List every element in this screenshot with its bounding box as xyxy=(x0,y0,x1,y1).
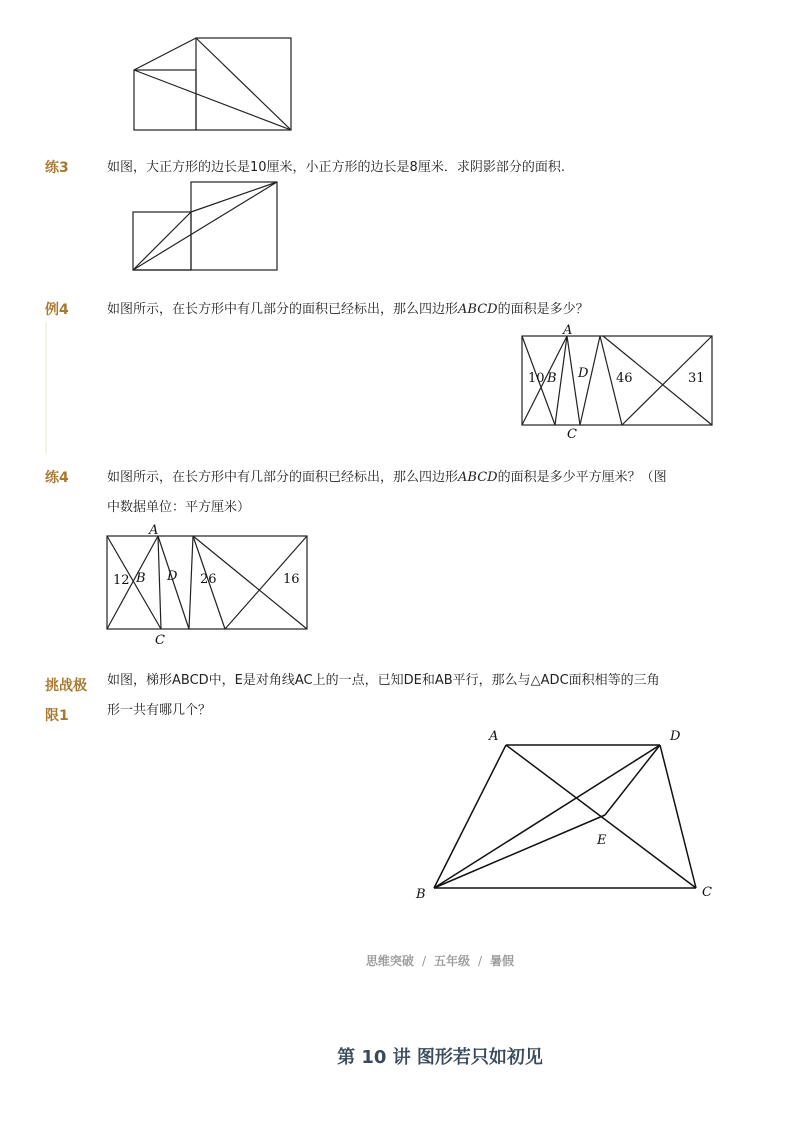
top-figure xyxy=(0,0,800,140)
text-after: 的面积是多少？ xyxy=(497,302,589,317)
text-after: 的面积是多少平方厘米？（图 xyxy=(497,470,667,485)
figure-lian4 xyxy=(0,520,800,650)
fig-label-C: C xyxy=(567,427,577,442)
text-before: 如图所示，在长方形中有几部分的面积已经标出，那么四边形 xyxy=(107,302,459,317)
footer-grade: 五年级 xyxy=(433,954,470,968)
fig-label-A: A xyxy=(149,523,159,538)
label-line2: 限1 xyxy=(45,708,69,724)
problem-text-li4 xyxy=(107,300,589,320)
fig-label-C: C xyxy=(702,885,712,900)
text-before: 如图所示，在长方形中有几部分的面积已经标出，那么四边形 xyxy=(107,470,459,485)
area-left: 12 xyxy=(113,573,130,588)
area-right: 31 xyxy=(688,371,705,386)
footer-meta xyxy=(0,952,800,969)
fig-label-E: E xyxy=(597,833,607,848)
area-mid: 26 xyxy=(200,572,217,587)
fig-label-B: B xyxy=(136,571,146,586)
chapter-title: 第 10 讲 图形若只如初见 xyxy=(337,1047,543,1068)
problem-label-li4: 例4 xyxy=(45,302,69,318)
footer-separator: / xyxy=(421,954,426,968)
figure-lian3 xyxy=(0,175,800,280)
area-right: 16 xyxy=(283,572,300,587)
text-line2: 中数据单位：平方厘米） xyxy=(107,500,251,515)
text-line2: 形一共有哪几个？ xyxy=(107,703,212,718)
footer-separator: / xyxy=(478,954,483,968)
problem-text-challenge xyxy=(107,666,660,726)
fig-label-D: D xyxy=(670,729,681,744)
fig-label-A: A xyxy=(563,323,573,338)
footer-course: 思维突破 xyxy=(365,954,414,968)
area-left: 10 xyxy=(528,371,545,386)
problem-label-lian4: 练4 xyxy=(45,470,69,486)
figure-li4 xyxy=(0,320,800,445)
problem-label-lian3: 练3 xyxy=(45,160,69,176)
label-line1: 挑战极 xyxy=(45,678,87,694)
fig-label-D: D xyxy=(578,366,589,381)
problem-text-lian3: 如图，大正方形的边长是10厘米，小正方形的边长是8厘米．求阴影部分的面积. xyxy=(107,160,565,175)
fig-label-B: B xyxy=(416,887,426,902)
footer-term: 暑假 xyxy=(490,954,515,968)
fig-label-A: A xyxy=(489,729,499,744)
text-italic: ABCD xyxy=(458,302,498,317)
figure-trapezoid xyxy=(0,720,800,910)
text-line1: 如图，梯形ABCD中，E是对角线AC上的一点，已知DE和AB平行，那么与△ADC面积相等的三角 xyxy=(107,673,660,688)
fig-label-B: B xyxy=(547,371,557,386)
problem-text-lian4 xyxy=(107,463,667,523)
area-mid: 46 xyxy=(616,371,633,386)
text-italic: ABCD xyxy=(458,470,498,485)
fig-label-D: D xyxy=(167,569,178,584)
fig-label-C: C xyxy=(155,633,165,648)
